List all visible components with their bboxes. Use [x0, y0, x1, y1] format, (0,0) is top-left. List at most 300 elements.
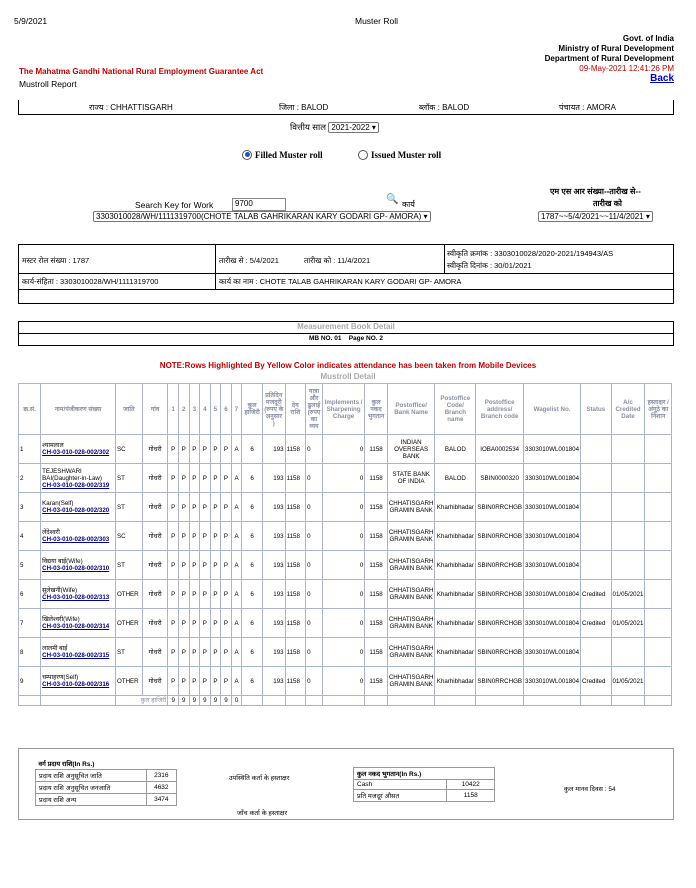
- attendance-cell: P: [200, 435, 211, 464]
- category-label: प्रदाय राशि अनुसूचित जाति: [36, 770, 147, 782]
- amount-due-cell: 1158: [285, 435, 305, 464]
- job-card-link[interactable]: CH-03-010-028-002/319: [42, 481, 110, 489]
- attendance-cell: P: [200, 551, 211, 580]
- worker-name: Karan(Self): [42, 500, 74, 507]
- daily-wage-cell: 193: [262, 493, 285, 522]
- caste-cell: SC: [115, 522, 142, 551]
- signature-cell: [645, 464, 672, 493]
- credit-date-cell: [611, 638, 645, 667]
- attendance-cell: P: [200, 638, 211, 667]
- day-total-cell: 9: [200, 696, 211, 706]
- mustroll-title: Mustroll Detail: [320, 372, 376, 381]
- status-cell: Credited: [581, 667, 611, 696]
- credit-date-cell: [611, 522, 645, 551]
- attendance-cell: P: [179, 638, 190, 667]
- branch-code-cell: IOBA0002534: [476, 435, 524, 464]
- column-header: 3: [189, 384, 200, 435]
- day-total-cell: 9: [179, 696, 190, 706]
- work-info-box: [18, 244, 674, 304]
- attendance-cell: P: [189, 667, 200, 696]
- village-cell: गोधरी: [142, 493, 168, 522]
- column-header: A/c Credited Date: [611, 384, 645, 435]
- work-label: कार्य: [402, 200, 415, 209]
- category-value: 4632: [146, 782, 176, 794]
- empty-cell: [645, 696, 672, 706]
- credit-date-cell: 01/05/2021: [611, 667, 645, 696]
- attendance-cell: P: [189, 435, 200, 464]
- work-name: कार्य का नाम : CHOTE TALAB GAHRIKARAN KARY GODARI GP- AMORA: [219, 277, 462, 286]
- credit-date-cell: 01/05/2021: [611, 580, 645, 609]
- mb-number: MB NO. 01: [308, 335, 342, 342]
- bank-name-cell: CHHATISGARH GRAMIN BANK: [387, 609, 435, 638]
- attendance-cell: P: [179, 435, 190, 464]
- job-card-link[interactable]: CH-03-010-028-002/303: [42, 536, 110, 543]
- table-row: [19, 435, 672, 464]
- wagelist-cell: 3303010WL001804: [524, 522, 581, 551]
- msr-number: मस्टर रोल संख्या : 1787: [22, 256, 90, 265]
- caste-cell: OTHER: [115, 609, 142, 638]
- status-cell: Credited: [581, 580, 611, 609]
- worker-name: श्यामलाल: [42, 442, 64, 449]
- attendance-cell: P: [221, 493, 232, 522]
- column-header: देय राशि: [285, 384, 305, 435]
- amount-due-cell: 1158: [285, 580, 305, 609]
- credit-date-cell: 01/05/2021: [611, 609, 645, 638]
- bank-name-cell: CHHATISGARH GRAMIN BANK: [387, 493, 435, 522]
- village-cell: गोधरी: [142, 580, 168, 609]
- cash-paid-cell: 1158: [365, 435, 388, 464]
- payment-table: [353, 767, 495, 802]
- attendance-cell: P: [179, 464, 190, 493]
- attendance-cell: A: [231, 667, 242, 696]
- attendance-cell: P: [168, 551, 179, 580]
- column-header: कुल हाजिरी: [242, 384, 263, 435]
- attendance-cell: P: [210, 609, 221, 638]
- empty-cell: [19, 696, 41, 706]
- column-header: क्र.सं.: [19, 384, 41, 435]
- branch-code-cell: SBIN0RRCHGB: [476, 580, 524, 609]
- category-label: प्रदाय राशि अनुसूचित जनजाति: [36, 782, 147, 794]
- wagelist-cell: 3303010WL001804: [524, 609, 581, 638]
- page-number: Page NO. 2: [348, 335, 384, 342]
- caste-cell: ST: [115, 464, 142, 493]
- worker-name: सुलेखनी(Wife): [42, 587, 78, 594]
- total-days-cell: 6: [242, 667, 263, 696]
- govt-header: [545, 34, 674, 84]
- worker-name: लेंदेश्वरी: [42, 529, 60, 536]
- daily-wage-cell: 193: [262, 609, 285, 638]
- status-cell: [581, 435, 611, 464]
- status-cell: [581, 638, 611, 667]
- average-value: 1158: [447, 790, 495, 802]
- empty-cell: [581, 696, 611, 706]
- implements-cell: 0: [322, 522, 364, 551]
- attendance-cell: P: [221, 435, 232, 464]
- status-cell: [581, 493, 611, 522]
- block-label: ब्लॉक : BALOD: [419, 103, 470, 112]
- signature-cell: [645, 638, 672, 667]
- day-total-cell: 9: [168, 696, 179, 706]
- bank-name-cell: CHHATISGARH GRAMIN BANK: [387, 638, 435, 667]
- attendance-cell: P: [200, 493, 211, 522]
- credit-date-cell: [611, 493, 645, 522]
- travel-cell: 0: [306, 638, 323, 667]
- attendance-cell: P: [189, 609, 200, 638]
- radio-filled[interactable]: Filled Muster roll: [242, 150, 323, 161]
- total-days-cell: 6: [242, 580, 263, 609]
- sanction-no: स्वीकृति क्रमांक : 3303010028/2020-2021/194943/AS: [447, 249, 614, 258]
- village-cell: गोधरी: [142, 522, 168, 551]
- sign-present: उपस्थिति कर्ता के हस्ताक्षर: [229, 775, 290, 782]
- branch-code-cell: SBIN0RRCHGB: [476, 551, 524, 580]
- search-icon[interactable]: 🔍: [386, 194, 399, 205]
- name-cell: [41, 667, 116, 696]
- table-row: [19, 667, 672, 696]
- column-header: 7: [231, 384, 242, 435]
- branch-code-cell: SBIN0RRCHGB: [476, 522, 524, 551]
- serial-cell: 3: [19, 493, 41, 522]
- worker-name: लालमी बाई: [42, 645, 68, 652]
- amount-due-cell: 1158: [285, 493, 305, 522]
- attendance-cell: P: [168, 464, 179, 493]
- cash-label: Cash: [354, 780, 447, 790]
- category-table: [35, 758, 177, 806]
- column-header: यात्रा और ढुलाई (रुपए का व्यय: [306, 384, 323, 435]
- branch-code-cell: SBIN0000320: [476, 464, 524, 493]
- attendance-cell: P: [168, 638, 179, 667]
- caste-cell: ST: [115, 638, 142, 667]
- branch-cell: BALOD: [435, 464, 476, 493]
- column-header: Wagelist No.: [524, 384, 581, 435]
- column-header: नाम/पंजीकरण संख्या: [41, 384, 116, 435]
- signature-cell: [645, 667, 672, 696]
- scheme-title: The Mahatma Gandhi National Rural Employment Guarantee Act: [19, 67, 264, 76]
- radio-issued[interactable]: Issued Muster roll: [358, 150, 441, 161]
- daily-wage-cell: 193: [262, 580, 285, 609]
- work-code: कार्य-संहिता : 3303010028/WH/1111319700: [22, 277, 159, 286]
- wagelist-cell: 3303010WL001804: [524, 580, 581, 609]
- total-days-cell: 6: [242, 435, 263, 464]
- bank-name-cell: CHHATISGARH GRAMIN BANK: [387, 551, 435, 580]
- amount-due-cell: 1158: [285, 609, 305, 638]
- signature-cell: [645, 493, 672, 522]
- attendance-cell: P: [221, 609, 232, 638]
- amount-due-cell: 1158: [285, 464, 305, 493]
- cash-paid-cell: 1158: [365, 522, 388, 551]
- attendance-cell: P: [210, 522, 221, 551]
- attendance-cell: P: [189, 638, 200, 667]
- attendance-cell: P: [168, 435, 179, 464]
- state-label: राज्य : CHHATTISGARH: [89, 103, 173, 112]
- implements-cell: 0: [322, 667, 364, 696]
- signature-cell: [645, 609, 672, 638]
- village-cell: गोधरी: [142, 435, 168, 464]
- attendance-cell: P: [210, 435, 221, 464]
- attendance-cell: A: [231, 464, 242, 493]
- bank-name-cell: CHHATISGARH GRAMIN BANK: [387, 522, 435, 551]
- name-cell: [41, 580, 116, 609]
- job-card-link[interactable]: CH-03-010-028-002/320: [42, 507, 110, 514]
- timestamp: 09-May-2021 12:41:26 PM: [579, 64, 674, 73]
- column-header: Status: [581, 384, 611, 435]
- attendance-cell: P: [221, 638, 232, 667]
- serial-cell: 4: [19, 522, 41, 551]
- msr-label-1: एम एस आर संख्या--तारीख से--: [550, 187, 641, 196]
- branch-cell: Kharhibhadar: [435, 638, 476, 667]
- empty-cell: [611, 696, 645, 706]
- caste-cell: SC: [115, 435, 142, 464]
- attendance-cell: P: [221, 667, 232, 696]
- radio-filled-dot[interactable]: [242, 150, 252, 160]
- signature-cell: [645, 522, 672, 551]
- village-cell: गोधरी: [142, 464, 168, 493]
- column-header: 5: [210, 384, 221, 435]
- attendance-cell: P: [189, 522, 200, 551]
- caste-cell: OTHER: [115, 667, 142, 696]
- attendance-cell: P: [221, 551, 232, 580]
- total-days-cell: 6: [242, 464, 263, 493]
- attendance-cell: P: [179, 580, 190, 609]
- status-cell: [581, 522, 611, 551]
- implements-cell: 0: [322, 609, 364, 638]
- attendance-cell: P: [179, 493, 190, 522]
- name-cell: [41, 435, 116, 464]
- daily-wage-cell: 193: [262, 435, 285, 464]
- totals-row: [19, 696, 672, 706]
- average-label: प्रति मजदूर औसत: [354, 790, 447, 802]
- implements-cell: 0: [322, 580, 364, 609]
- column-header: प्रतिदिन मजदूरी (रुपए के अनुसार ): [262, 384, 285, 435]
- wagelist-cell: 3303010WL001804: [524, 551, 581, 580]
- work-select[interactable]: 3303010028/WH/1111319700(CHOTE TALAB GAHRIKARAN KARY GODARI GP- AMORA) ▾: [93, 211, 431, 222]
- travel-cell: 0: [306, 551, 323, 580]
- cash-paid-cell: 1158: [365, 493, 388, 522]
- branch-cell: Kharhibhadar: [435, 667, 476, 696]
- branch-cell: Kharhibhadar: [435, 551, 476, 580]
- empty-cell: [322, 696, 364, 706]
- serial-cell: 2: [19, 464, 41, 493]
- table-row: [19, 464, 672, 493]
- travel-cell: 0: [306, 609, 323, 638]
- attendance-cell: P: [200, 609, 211, 638]
- cash-paid-cell: 1158: [365, 667, 388, 696]
- mb-box: [18, 321, 674, 346]
- attendance-cell: A: [231, 638, 242, 667]
- name-cell: [41, 609, 116, 638]
- category-value: 3474: [146, 794, 176, 806]
- bank-name-cell: STATE BANK OF INDIA: [387, 464, 435, 493]
- column-header: कुल नकद भुगतान: [365, 384, 388, 435]
- travel-cell: 0: [306, 580, 323, 609]
- branch-cell: BALOD: [435, 435, 476, 464]
- search-label: Search Key for Work: [135, 200, 214, 210]
- branch-code-cell: SBIN0RRCHGB: [476, 667, 524, 696]
- credit-date-cell: [611, 551, 645, 580]
- travel-cell: 0: [306, 522, 323, 551]
- job-card-link[interactable]: CH-03-010-028-002/310: [42, 565, 110, 572]
- attendance-cell: P: [210, 551, 221, 580]
- attendance-cell: P: [189, 580, 200, 609]
- back-link[interactable]: Back: [650, 73, 674, 84]
- table-row: [19, 493, 672, 522]
- attendance-cell: A: [231, 609, 242, 638]
- name-cell: [41, 551, 116, 580]
- column-header: गांव: [142, 384, 168, 435]
- column-header: जाति: [115, 384, 142, 435]
- fin-year-row: [290, 122, 379, 133]
- name-cell: [41, 493, 116, 522]
- table-row: [19, 638, 672, 667]
- attendance-cell: P: [179, 609, 190, 638]
- attendance-cell: P: [221, 522, 232, 551]
- name-cell: [41, 464, 116, 493]
- attendance-cell: P: [168, 609, 179, 638]
- attendance-cell: P: [210, 580, 221, 609]
- worker-name: TEJESHWARI BAI(Daughter-in-Law): [42, 467, 102, 482]
- category-title: वर्ग प्रदाय राशि(In Rs.): [38, 761, 95, 768]
- attendance-cell: P: [200, 522, 211, 551]
- print-title: Muster Roll: [355, 16, 398, 26]
- column-header: 2: [179, 384, 190, 435]
- worker-name: चम्पाहरण(Self): [42, 674, 79, 681]
- cash-paid-cell: 1158: [365, 638, 388, 667]
- attendance-cell: P: [168, 522, 179, 551]
- msr-select[interactable]: 1787~~5/4/2021~~11/4/2021 ▾: [538, 211, 653, 222]
- cash-paid-cell: 1158: [365, 609, 388, 638]
- branch-code-cell: SBIN0RRCHGB: [476, 493, 524, 522]
- job-card-link[interactable]: CH-03-010-028-002/314: [42, 623, 110, 630]
- column-header: Postoffice address/ Branch code: [476, 384, 524, 435]
- attendance-cell: P: [168, 667, 179, 696]
- column-header: 6: [221, 384, 232, 435]
- village-cell: गोधरी: [142, 609, 168, 638]
- travel-cell: 0: [306, 667, 323, 696]
- signature-cell: [645, 551, 672, 580]
- table-row: [19, 609, 672, 638]
- attendance-cell: P: [200, 667, 211, 696]
- village-cell: गोधरी: [142, 638, 168, 667]
- amount-due-cell: 1158: [285, 551, 305, 580]
- travel-cell: 0: [306, 493, 323, 522]
- status-cell: [581, 464, 611, 493]
- empty-cell: [262, 696, 285, 706]
- name-cell: [41, 522, 116, 551]
- table-row: [19, 580, 672, 609]
- serial-cell: 9: [19, 667, 41, 696]
- attendance-cell: P: [210, 667, 221, 696]
- column-header: 1: [168, 384, 179, 435]
- empty-cell: [242, 696, 263, 706]
- attendance-cell: P: [189, 551, 200, 580]
- bank-name-cell: INDIAN OVERSEAS BANK: [387, 435, 435, 464]
- attendance-cell: P: [210, 638, 221, 667]
- print-date: 5/9/2021: [14, 16, 48, 26]
- job-card-link[interactable]: CH-03-010-028-002/316: [42, 681, 110, 688]
- branch-cell: Kharhibhadar: [435, 493, 476, 522]
- table-row: [19, 522, 672, 551]
- cash-value: 10422: [447, 780, 495, 790]
- sign-check: जाँच कर्ता के हस्ताक्षर: [237, 810, 288, 817]
- date-from: तारीख से : 5/4/2021: [219, 256, 279, 265]
- district-label: जिला : BALOD: [279, 103, 329, 112]
- attendance-cell: A: [231, 522, 242, 551]
- attendance-cell: P: [221, 580, 232, 609]
- category-label: प्रदाय राशि अन्य: [36, 794, 147, 806]
- village-cell: गोधरी: [142, 667, 168, 696]
- attendance-cell: P: [189, 493, 200, 522]
- serial-cell: 1: [19, 435, 41, 464]
- amount-due-cell: 1158: [285, 638, 305, 667]
- cash-paid-cell: 1158: [365, 551, 388, 580]
- location-bar: [18, 100, 674, 115]
- attendance-cell: A: [231, 493, 242, 522]
- attendance-cell: P: [200, 580, 211, 609]
- implements-cell: 0: [322, 435, 364, 464]
- credit-date-cell: [611, 464, 645, 493]
- travel-cell: 0: [306, 464, 323, 493]
- wagelist-cell: 3303010WL001804: [524, 638, 581, 667]
- table-row: [19, 551, 672, 580]
- attendance-cell: P: [189, 464, 200, 493]
- cash-paid-cell: 1158: [365, 464, 388, 493]
- branch-cell: Kharhibhadar: [435, 609, 476, 638]
- attendance-cell: P: [179, 667, 190, 696]
- village-cell: गोधरी: [142, 551, 168, 580]
- govt-line-2: Ministry of Rural Development: [558, 44, 674, 53]
- implements-cell: 0: [322, 551, 364, 580]
- day-total-cell: 0: [231, 696, 242, 706]
- day-total-cell: 9: [210, 696, 221, 706]
- empty-cell: [387, 696, 435, 706]
- mustroll-table: [18, 383, 672, 706]
- fin-year-select[interactable]: 2021-2022 ▾: [328, 122, 379, 133]
- daily-wage-cell: 193: [262, 522, 285, 551]
- fin-year-label: वित्तीय साल: [290, 122, 327, 132]
- implements-cell: 0: [322, 638, 364, 667]
- radio-issued-dot[interactable]: [358, 150, 368, 160]
- empty-cell: [41, 696, 116, 706]
- column-header: Postoffice/ Bank Name: [387, 384, 435, 435]
- cash-paid-cell: 1158: [365, 580, 388, 609]
- daily-wage-cell: 193: [262, 667, 285, 696]
- wagelist-cell: 3303010WL001804: [524, 464, 581, 493]
- column-header: हस्ताक्षर / अंगूठे का निशान: [645, 384, 672, 435]
- attendance-cell: A: [231, 551, 242, 580]
- job-card-link[interactable]: CH-03-010-028-002/302: [42, 449, 110, 456]
- column-header: Implements / Sharpening Charge: [322, 384, 364, 435]
- wagelist-cell: 3303010WL001804: [524, 667, 581, 696]
- search-input[interactable]: 9700: [232, 198, 286, 211]
- total-days-cell: 6: [242, 638, 263, 667]
- job-card-link[interactable]: CH-03-010-028-002/315: [42, 652, 110, 659]
- signature-cell: [645, 580, 672, 609]
- attendance-cell: A: [231, 580, 242, 609]
- attendance-cell: P: [179, 551, 190, 580]
- amount-due-cell: 1158: [285, 667, 305, 696]
- caste-cell: OTHER: [115, 580, 142, 609]
- credit-date-cell: [611, 435, 645, 464]
- attendance-cell: P: [221, 464, 232, 493]
- caste-cell: ST: [115, 551, 142, 580]
- travel-cell: 0: [306, 435, 323, 464]
- implements-cell: 0: [322, 464, 364, 493]
- name-cell: [41, 638, 116, 667]
- category-value: 2316: [146, 770, 176, 782]
- empty-cell: [476, 696, 524, 706]
- attendance-cell: A: [231, 435, 242, 464]
- job-card-link[interactable]: CH-03-010-028-002/313: [42, 594, 110, 601]
- branch-cell: Kharhibhadar: [435, 580, 476, 609]
